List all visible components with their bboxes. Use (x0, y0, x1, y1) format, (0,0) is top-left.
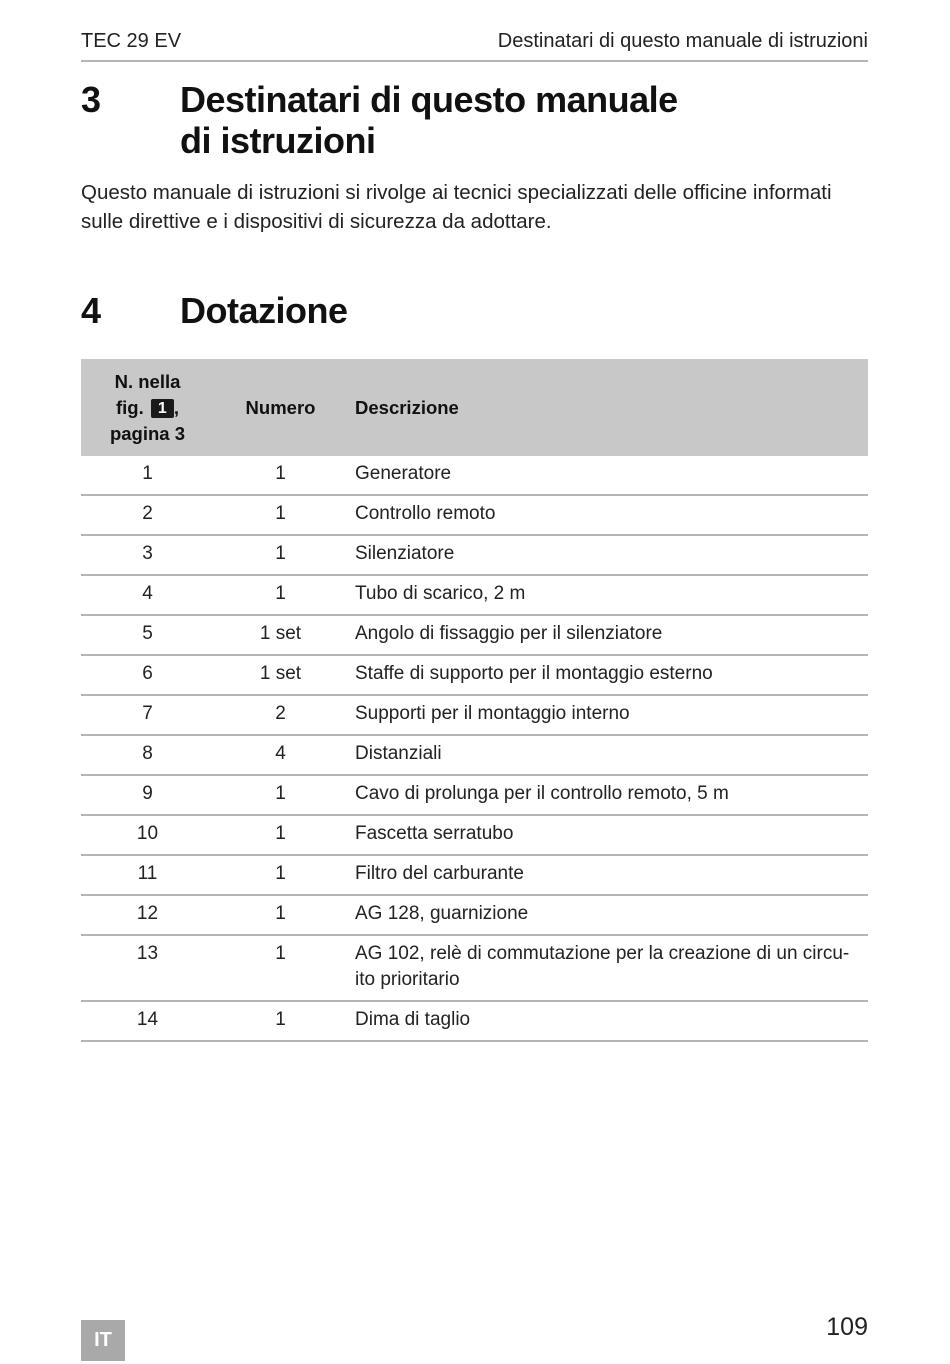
table-row (81, 896, 868, 936)
column-header-fig-label: fig. (115, 396, 144, 418)
section-3-body: Questo manuale di istruzioni si rivolge ai tecnici specializzati delle officine informati sulle direttive e i dispositivi di sicurezza da adottare. (81, 181, 832, 233)
cell-description: Dima di taglio (355, 1009, 471, 1030)
table-row (81, 616, 868, 656)
cell-figure-number: 2 (142, 503, 153, 524)
section-3-title (180, 79, 780, 161)
cell-quantity: 2 (275, 703, 286, 724)
section-3-title-line2: di istruzioni (180, 120, 376, 161)
table-row (81, 736, 868, 776)
cell-figure-number: 12 (136, 903, 159, 924)
table-header (81, 359, 868, 456)
table-row (81, 456, 868, 496)
cell-description: AG 128, guarnizione (355, 903, 529, 924)
table-row (81, 816, 868, 856)
cell-figure-number: 1 (142, 463, 153, 484)
cell-quantity: 1 (275, 503, 286, 524)
section-3-heading (81, 79, 780, 161)
cell-figure-number: 14 (136, 1009, 159, 1030)
cell-description: AG 102, relè di commutazione per la creazione di un circu-ito prioritario (355, 943, 850, 990)
cell-figure-number: 3 (142, 543, 153, 564)
section-4-number: 4 (81, 290, 101, 331)
contents-table (81, 359, 868, 1042)
cell-description: Distanziali (355, 743, 442, 764)
cell-quantity: 1 set (259, 663, 302, 684)
cell-quantity: 1 (275, 863, 286, 884)
cell-quantity: 1 (275, 583, 286, 604)
cell-quantity: 1 (275, 943, 286, 964)
cell-quantity: 1 (275, 783, 286, 804)
cell-quantity: 1 (275, 463, 286, 484)
cell-description: Generatore (355, 463, 452, 484)
section-4-title: Dotazione (180, 290, 348, 331)
table-row (81, 776, 868, 816)
table-row (81, 656, 868, 696)
column-header-line1: N. nella (114, 370, 181, 392)
cell-figure-number: 4 (142, 583, 153, 604)
cell-description: Tubo di scarico, 2 m (355, 583, 526, 604)
table-row (81, 696, 868, 736)
column-header-figure-number (81, 369, 214, 447)
cell-quantity: 1 (275, 903, 286, 924)
figure-reference-badge: 1 (151, 399, 174, 418)
table-row (81, 856, 868, 896)
cell-figure-number: 5 (142, 623, 153, 644)
cell-quantity: 1 set (259, 623, 302, 644)
cell-quantity: 1 (275, 823, 286, 844)
cell-description: Controllo remoto (355, 503, 496, 524)
table-row (81, 496, 868, 536)
cell-figure-number: 9 (142, 783, 153, 804)
cell-description: Filtro del carburante (355, 863, 524, 884)
table-row (81, 1002, 868, 1042)
section-4-heading (81, 290, 780, 331)
cell-description: Staffe di supporto per il montaggio esterno (355, 663, 713, 684)
cell-figure-number: 11 (137, 863, 158, 884)
cell-quantity: 1 (275, 543, 286, 564)
table-body (81, 456, 868, 1042)
language-badge: IT (81, 1320, 125, 1361)
column-header-line2 (81, 395, 214, 421)
cell-figure-number: 8 (142, 743, 153, 764)
table-row (81, 936, 868, 1002)
column-header-line3: pagina 3 (109, 422, 186, 444)
cell-quantity: 4 (275, 743, 286, 764)
column-header-comma: , (173, 396, 180, 418)
column-header-quantity: Numero (245, 396, 316, 418)
page-header (81, 30, 868, 62)
header-section-title: Destinatari di questo manuale di istruzioni (497, 30, 868, 52)
cell-quantity: 1 (275, 1009, 286, 1030)
cell-description: Cavo di prolunga per il controllo remoto, 5 m (355, 783, 729, 804)
cell-description: Angolo di fissaggio per il silenziatore (355, 623, 663, 644)
page-number: 109 (826, 1313, 868, 1341)
header-document-title: TEC 29 EV (81, 30, 182, 52)
cell-figure-number: 13 (136, 943, 159, 964)
cell-figure-number: 7 (142, 703, 153, 724)
column-header-description: Descrizione (355, 396, 459, 418)
table-row (81, 576, 868, 616)
cell-figure-number: 6 (142, 663, 153, 684)
section-3-number: 3 (81, 79, 101, 120)
cell-description: Silenziatore (355, 543, 455, 564)
section-3-title-line1: Destinatari di questo manuale (180, 79, 678, 120)
cell-description: Supporti per il montaggio interno (355, 703, 630, 724)
table-row (81, 536, 868, 576)
cell-figure-number: 10 (136, 823, 159, 844)
cell-description: Fascetta serratubo (355, 823, 514, 844)
